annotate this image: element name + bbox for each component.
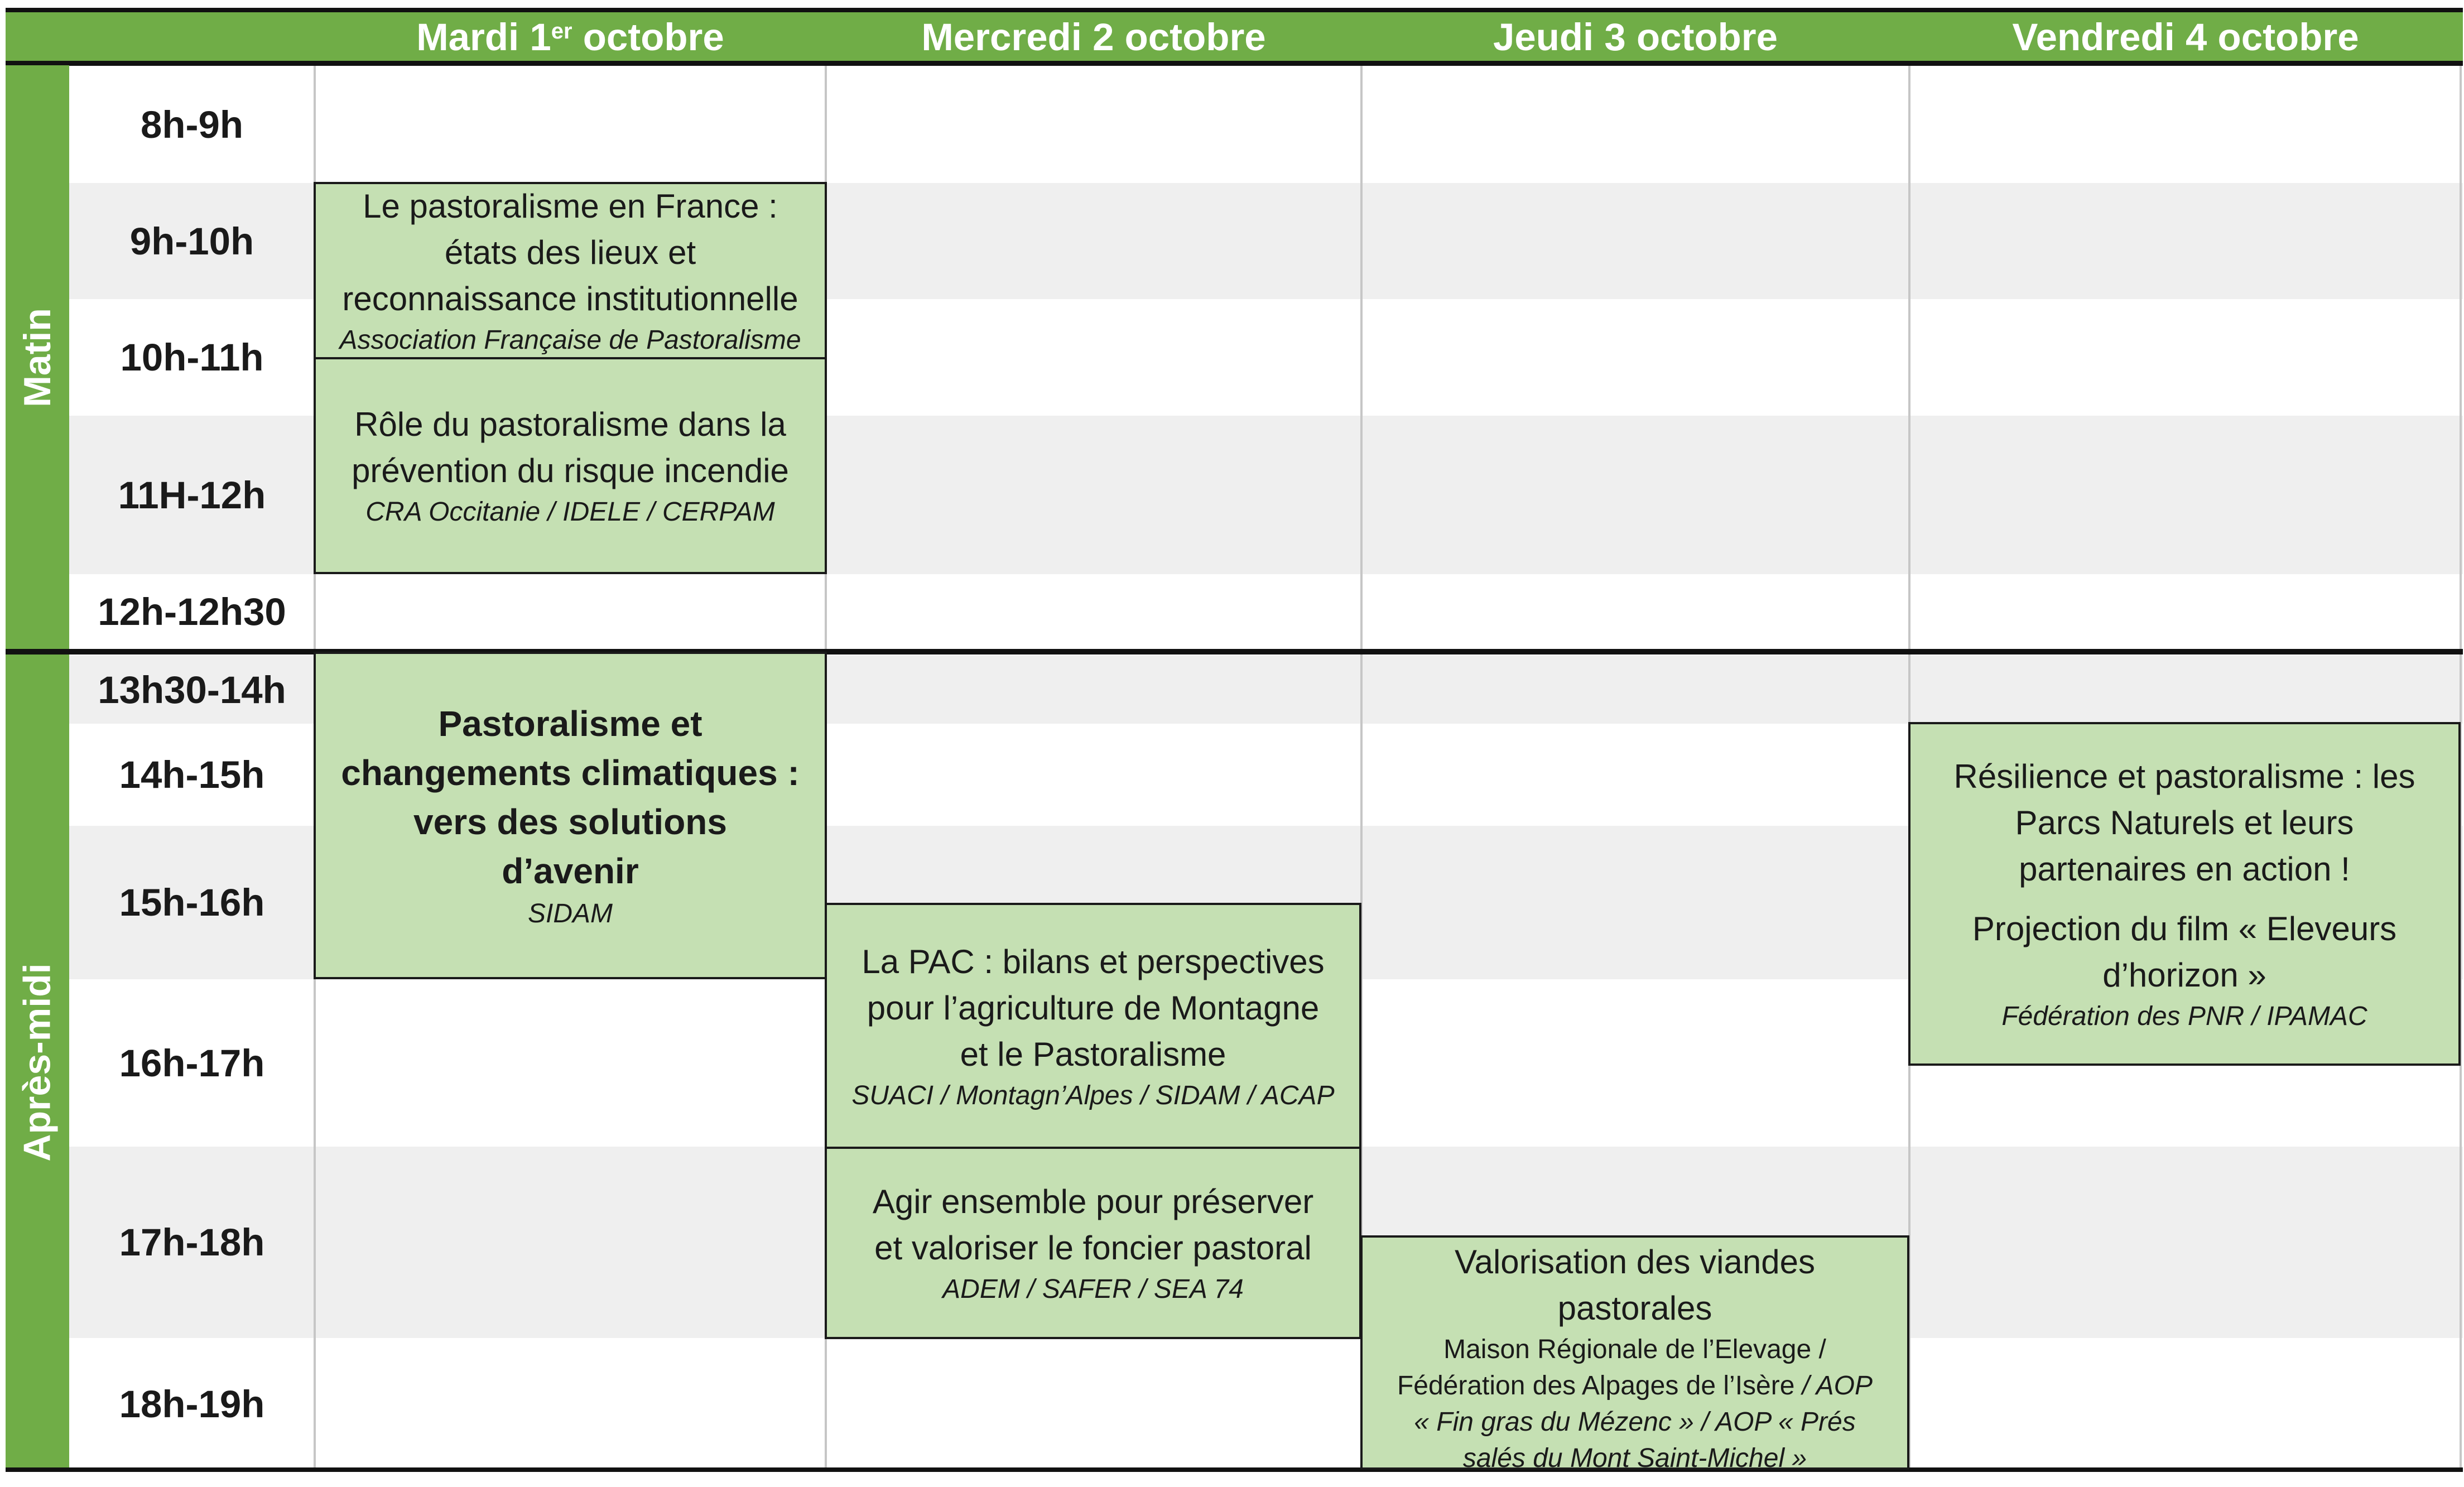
header-mardi-sup: er (551, 18, 572, 44)
event-organizer-line (1397, 1368, 1873, 1404)
header-vendredi: Vendredi 4 octobre (2012, 15, 2359, 59)
header-mardi (315, 8, 826, 66)
event-risque-incendie[interactable] (314, 357, 827, 574)
time-label: 11H-12h (118, 473, 266, 517)
event-organizer-line: Maison Régionale de l’Elevage / (1443, 1335, 1826, 1364)
bottom-border (6, 1467, 2463, 1472)
event-title-line: états des lieux et (444, 234, 696, 271)
header-jeudi: Jeudi 3 octobre (1493, 15, 1778, 59)
event-organizer-line: salés du Mont Saint-Michel » (1462, 1443, 1807, 1473)
time-label: 17h-18h (119, 1221, 265, 1264)
event-title-line: La PAC : bilans et perspectives (862, 942, 1325, 980)
event-title-line: prévention du risque incendie (352, 452, 789, 489)
event-title-line: pastorales (1557, 1289, 1712, 1327)
event-title-line: et valoriser le foncier pastoral (874, 1229, 1312, 1267)
event-resilience[interactable] (1908, 722, 2461, 1066)
period-afternoon (6, 654, 69, 1470)
event-title-line: partenaires en action ! (2019, 850, 2350, 888)
event-title-line: Valorisation des viandes (1455, 1243, 1815, 1281)
time-label: 9h-10h (129, 219, 254, 263)
time-label: 12h-12h30 (98, 590, 286, 633)
period-morning (6, 65, 69, 649)
event-title-line: Rôle du pastoralisme dans la (354, 406, 786, 443)
event-changements-climatiques[interactable] (314, 652, 827, 979)
time-label: 18h-19h (119, 1383, 265, 1426)
time-label: 15h-16h (119, 881, 265, 924)
event-organizer: SIDAM (527, 899, 613, 928)
event-foncier[interactable] (825, 1147, 1361, 1339)
event-organizer: Association Française de Pastoralisme (339, 325, 801, 355)
event-title-line: Agir ensemble pour préserver (872, 1183, 1314, 1220)
event-pac[interactable] (825, 903, 1361, 1149)
time-label: 8h-9h (140, 103, 244, 146)
time-label: 16h-17h (119, 1041, 265, 1085)
event-title-line: pour l’agriculture de Montagne (867, 989, 1320, 1027)
header-mardi-main: Mardi 1 (416, 15, 551, 59)
event-organizer-part: / AOP (1794, 1371, 1873, 1401)
header-mercredi: Mercredi 2 octobre (921, 15, 1266, 59)
event-title-line: reconnaissance institutionnelle (342, 280, 798, 317)
event-organizer: SUACI / Montagn’Alpes / SIDAM / ACAP (851, 1080, 1335, 1110)
period-morning-label: Matin (16, 307, 59, 407)
event-title-line: Parcs Naturels et leurs (2015, 804, 2354, 841)
period-afternoon-label: Après-midi (16, 963, 59, 1162)
event-title-line: vers des solutions (413, 802, 727, 842)
event-title-line: Résilience et pastoralisme : les (1953, 758, 2415, 795)
time-label: 10h-11h (120, 336, 264, 379)
header-mardi-rest: octobre (572, 15, 724, 59)
event-title-line: et le Pastoralisme (960, 1035, 1226, 1073)
event-organizer: CRA Occitanie / IDELE / CERPAM (365, 497, 775, 527)
time-label: 14h-15h (119, 753, 265, 796)
event-title-line: Le pastoralisme en France : (363, 187, 778, 225)
event-subtitle-line: Projection du film « Eleveurs (1972, 910, 2397, 947)
event-title-line: d’avenir (502, 851, 639, 891)
event-organizer: ADEM / SAFER / SEA 74 (942, 1274, 1244, 1304)
event-organizer-part: Fédération des Alpages de l’Isère (1397, 1371, 1795, 1401)
event-organizer: Fédération des PNR / IPAMAC (2001, 1002, 2367, 1031)
event-viandes[interactable] (1360, 1235, 1909, 1473)
time-label: 13h30-14h (98, 668, 286, 711)
event-subtitle-line: d’horizon » (2102, 956, 2266, 994)
event-pastoralisme-france[interactable] (314, 182, 827, 359)
event-title-line: changements climatiques : (341, 753, 800, 793)
event-organizer-line: « Fin gras du Mézenc » / AOP « Prés (1414, 1407, 1856, 1437)
event-title-line: Pastoralisme et (438, 704, 702, 744)
